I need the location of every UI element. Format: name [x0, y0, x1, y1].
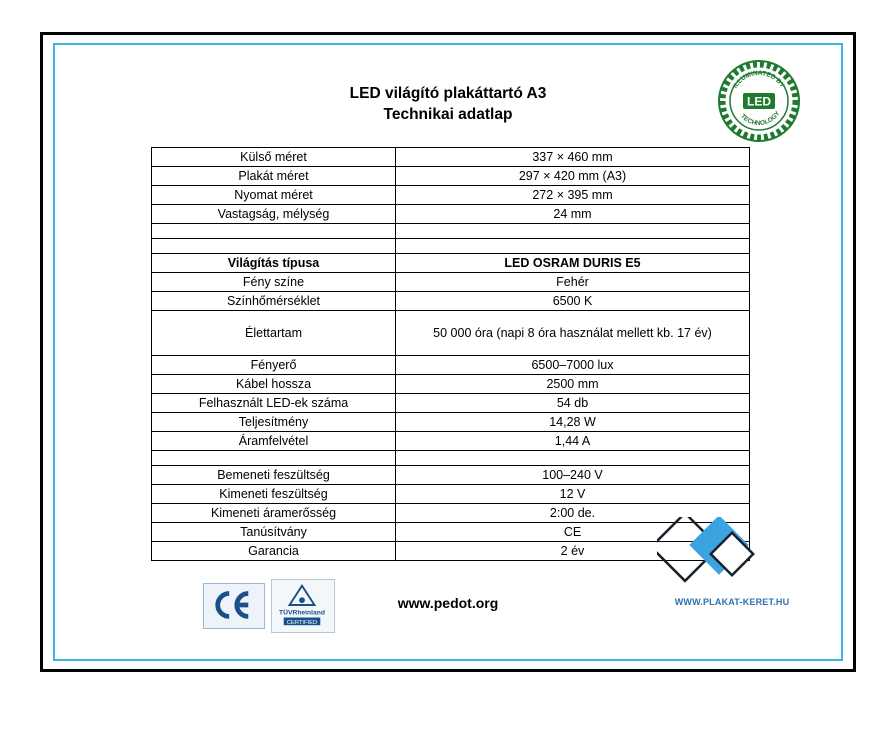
title-line-1: LED világító plakáttartó A3 — [349, 85, 547, 102]
row-value: 2 év — [396, 542, 750, 561]
logo-url-text: WWW.PLAKAT-KERET.HU — [674, 597, 790, 607]
row-value: CE — [396, 523, 750, 542]
table-row-spacer — [152, 224, 750, 239]
row-value: 1,44 A — [396, 432, 750, 451]
table-row — [152, 413, 750, 432]
table-row — [152, 148, 750, 167]
specifications-table — [151, 147, 750, 561]
table-row — [152, 311, 750, 356]
table-row — [152, 254, 750, 273]
row-value: 12 V — [396, 485, 750, 504]
row-label: Fényerő — [152, 356, 396, 375]
row-label: Felhasznált LED-ek száma — [152, 394, 396, 413]
row-label: Nyomat méret — [152, 186, 396, 205]
row-label: Kábel hossza — [152, 375, 396, 394]
row-label: Színhőmérséklet — [152, 292, 396, 311]
row-label: Plakát méret — [152, 167, 396, 186]
row-value: 50 000 óra (napi 8 óra használat mellett kb. 17 év) — [396, 311, 750, 356]
row-label — [152, 224, 396, 239]
row-label: Áramfelvétel — [152, 432, 396, 451]
row-value: 100–240 V — [396, 466, 750, 485]
row-value: 54 db — [396, 394, 750, 413]
table-row — [152, 356, 750, 375]
row-label: Bemeneti feszültség — [152, 466, 396, 485]
led-technology-badge — [717, 59, 801, 143]
row-value: 2:00 de. — [396, 504, 750, 523]
table-row-spacer — [152, 451, 750, 466]
row-label: Élettartam — [152, 311, 396, 356]
row-label: Garancia — [152, 542, 396, 561]
svg-text:CERTIFIED: CERTIFIED — [286, 619, 318, 626]
table-row — [152, 167, 750, 186]
website-text: www.pedot.org — [397, 595, 499, 611]
row-value: Fehér — [396, 273, 750, 292]
row-value — [396, 224, 750, 239]
table-body — [152, 148, 750, 561]
row-value: 272 × 395 mm — [396, 186, 750, 205]
row-label: Tanúsítvány — [152, 523, 396, 542]
table-row — [152, 205, 750, 224]
table-row — [152, 394, 750, 413]
row-value — [396, 451, 750, 466]
row-label: Kimeneti áramerősség — [152, 504, 396, 523]
table-row — [152, 432, 750, 451]
row-label: Világítás típusa — [152, 254, 396, 273]
table-row — [152, 273, 750, 292]
svg-text:ILLUMINATED BY: ILLUMINATED BY — [731, 69, 786, 90]
row-label — [152, 239, 396, 254]
svg-text:TECHNOLOGY: TECHNOLOGY — [739, 110, 782, 128]
table-row — [152, 485, 750, 504]
outer-border — [40, 32, 856, 672]
row-label: Külső méret — [152, 148, 396, 167]
row-value: 14,28 W — [396, 413, 750, 432]
row-value: 2500 mm — [396, 375, 750, 394]
row-value — [396, 239, 750, 254]
table-row — [152, 292, 750, 311]
table-row-spacer — [152, 239, 750, 254]
table-row — [152, 186, 750, 205]
table-row — [152, 375, 750, 394]
row-label: Kimeneti feszültség — [152, 485, 396, 504]
svg-text:LED: LED — [747, 94, 771, 109]
row-label: Teljesítmény — [152, 413, 396, 432]
row-value: 337 × 460 mm — [396, 148, 750, 167]
svg-text:TÜVRheinland: TÜVRheinland — [279, 609, 325, 617]
row-value: 24 mm — [396, 205, 750, 224]
title-line-2: Technikai adatlap — [383, 106, 513, 123]
row-value: LED OSRAM DURIS E5 — [396, 254, 750, 273]
row-label: Fény színe — [152, 273, 396, 292]
row-label: Vastagság, mélység — [152, 205, 396, 224]
row-value: 6500–7000 lux — [396, 356, 750, 375]
row-value: 297 × 420 mm (A3) — [396, 167, 750, 186]
row-label — [152, 451, 396, 466]
table-row — [152, 466, 750, 485]
row-value: 6500 K — [396, 292, 750, 311]
